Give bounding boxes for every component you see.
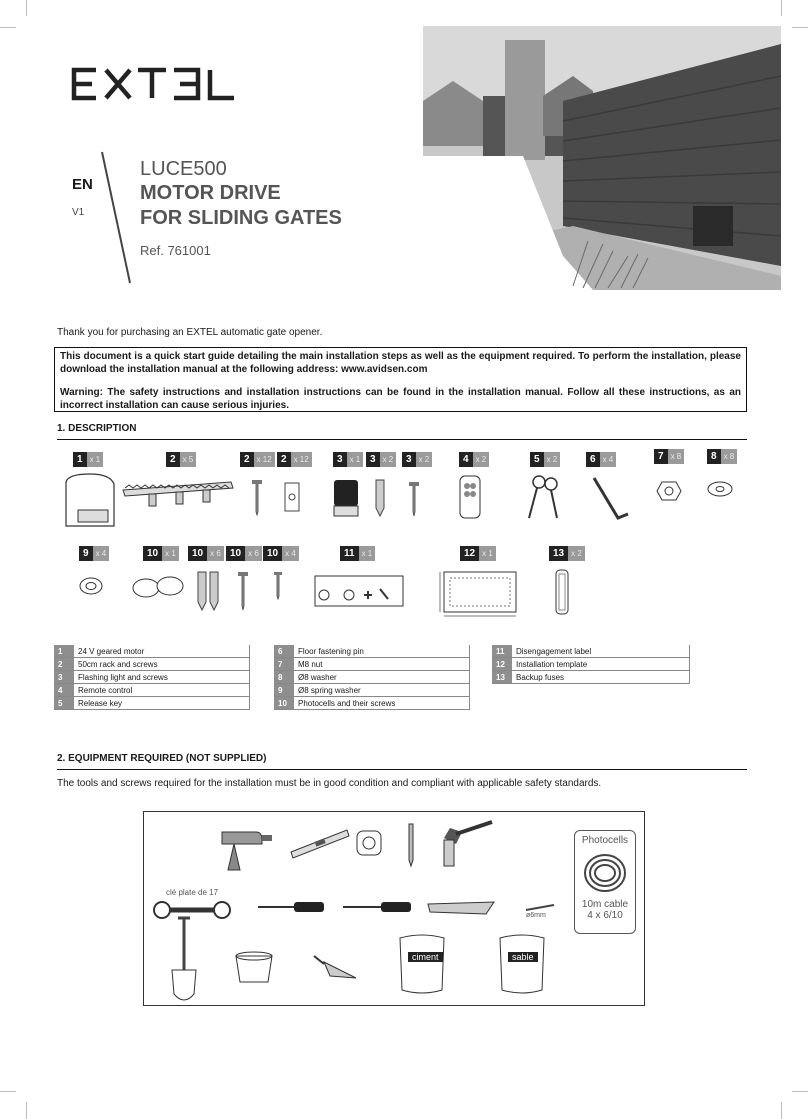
part-badge: 11 x 1 bbox=[340, 546, 375, 561]
gate-photo bbox=[423, 26, 781, 290]
extel-logo bbox=[70, 66, 262, 102]
part-badge: 1 x 1 bbox=[73, 452, 103, 467]
drill-icon bbox=[212, 824, 274, 874]
version-label: V1 bbox=[72, 207, 85, 218]
cement-label: ciment bbox=[408, 952, 443, 962]
table-row: 7 M8 nut bbox=[274, 658, 470, 671]
saw-icon bbox=[426, 900, 498, 916]
sand-bag-icon bbox=[496, 932, 548, 996]
parts-table-3 bbox=[492, 645, 690, 684]
tape-measure-icon bbox=[354, 828, 384, 858]
part-badge: 13 x 2 bbox=[549, 546, 585, 561]
title-line-1: MOTOR DRIVE bbox=[140, 182, 281, 204]
rack-illustration bbox=[121, 476, 241, 512]
cable-spec: 10m cable 4 x 6/10 bbox=[581, 899, 629, 921]
table-row: 5 Release key bbox=[54, 697, 250, 710]
crop-mark bbox=[26, 1102, 27, 1119]
part-badge: 2 x 12 bbox=[240, 452, 275, 467]
table-row: 2 50cm rack and screws bbox=[54, 658, 250, 671]
title-line-2: FOR SLIDING GATES bbox=[140, 207, 342, 229]
fuse-illustration bbox=[554, 568, 570, 616]
table-row: 6 Floor fastening pin bbox=[274, 645, 470, 658]
warning-paragraph: Warning: The safety instructions and installation instructions can be found in the installation manual. Follow all these instructions, as an incorrect installation can cause serious injuries. bbox=[60, 387, 741, 411]
screw-illustration bbox=[237, 572, 249, 612]
installation-template-illustration bbox=[436, 568, 520, 620]
section-heading-equipment: 2. EQUIPMENT REQUIRED (NOT SUPPLIED) bbox=[57, 753, 747, 770]
part-badge: 7 x 8 bbox=[654, 449, 684, 464]
trowel-icon bbox=[312, 952, 360, 982]
screw-illustration bbox=[251, 480, 263, 516]
part-badge: 3 x 2 bbox=[366, 452, 396, 467]
part-badge: 5 x 2 bbox=[530, 452, 560, 467]
cement-bag-icon bbox=[396, 932, 448, 996]
washer-illustration bbox=[706, 480, 734, 498]
part-badge: 12 x 1 bbox=[460, 546, 496, 561]
flashing-light-illustration bbox=[332, 476, 360, 518]
table-row: 9 Ø8 spring washer bbox=[274, 684, 470, 697]
disengagement-label-illustration bbox=[314, 575, 404, 607]
crop-mark bbox=[26, 0, 27, 16]
reference-number: Ref. 761001 bbox=[140, 243, 211, 258]
part-badge: 3 x 2 bbox=[402, 452, 432, 467]
crop-mark bbox=[781, 1102, 782, 1119]
part-badge: 4 x 2 bbox=[459, 452, 489, 467]
part-badge: 2 x 5 bbox=[166, 452, 196, 467]
plate-illustration bbox=[284, 482, 300, 512]
wall-plug-illustration bbox=[194, 570, 222, 612]
crop-mark bbox=[792, 27, 808, 28]
table-row: 3 Flashing light and screws bbox=[54, 671, 250, 684]
screwdriver-icon bbox=[341, 900, 413, 914]
table-row: 10 Photocells and their screws bbox=[274, 697, 470, 710]
part-badge: 10 x 4 bbox=[263, 546, 299, 561]
screw-illustration bbox=[408, 482, 420, 518]
drill-bit-label: ø6mm bbox=[526, 912, 546, 919]
nut-illustration bbox=[656, 480, 682, 502]
notice-box bbox=[54, 347, 747, 412]
shovel-icon bbox=[166, 916, 202, 1006]
model-name: LUCE500 bbox=[140, 158, 227, 180]
wall-plug-illustration bbox=[372, 478, 388, 518]
table-row: 13 Backup fuses bbox=[492, 671, 690, 684]
cable-coil-icon bbox=[581, 851, 629, 895]
photocells-cable-panel bbox=[574, 830, 636, 934]
table-row: 12 Installation template bbox=[492, 658, 690, 671]
screw-illustration bbox=[273, 572, 283, 600]
part-badge: 2 x 12 bbox=[277, 452, 312, 467]
remote-control-illustration bbox=[458, 474, 482, 520]
divider-slash bbox=[96, 150, 136, 285]
pencil-icon bbox=[406, 822, 416, 868]
photocells-illustration bbox=[130, 572, 186, 602]
pin-illustration bbox=[590, 474, 634, 526]
table-row: 8 Ø8 washer bbox=[274, 671, 470, 684]
crop-mark bbox=[792, 1091, 808, 1092]
thank-you-text: Thank you for purchasing an EXTEL automatic gate opener. bbox=[57, 327, 323, 338]
sand-label: sable bbox=[508, 952, 538, 962]
photocells-label: Photocells bbox=[581, 835, 629, 846]
notice-paragraph: This document is a quick start guide detailing the main installation steps as well as the equipment required. To perform the installation, please download the installation manual at the following address: www.avidsen.com bbox=[60, 351, 741, 375]
table-row: 4 Remote control bbox=[54, 684, 250, 697]
part-badge: 10 x 6 bbox=[188, 546, 224, 561]
product-title bbox=[140, 181, 342, 231]
part-badge: 6 x 4 bbox=[586, 452, 616, 467]
table-row: 1 24 V geared motor bbox=[54, 645, 250, 658]
screwdriver-icon bbox=[256, 900, 326, 914]
part-badge: 10 x 1 bbox=[143, 546, 179, 561]
part-badge: 10 x 6 bbox=[226, 546, 262, 561]
parts-table-1 bbox=[54, 645, 250, 710]
required-tools-box bbox=[143, 811, 645, 1006]
tools-note: The tools and screws required for the installation must be in good condition and compliant with applicable safety standards. bbox=[57, 778, 602, 789]
parts-table-2 bbox=[274, 645, 470, 710]
section-heading-description: 1. DESCRIPTION bbox=[57, 423, 747, 440]
geared-motor-illustration bbox=[60, 472, 120, 530]
language-code: EN bbox=[72, 176, 93, 193]
spring-washer-illustration bbox=[78, 575, 104, 597]
release-key-illustration bbox=[525, 472, 565, 522]
crop-mark bbox=[0, 27, 16, 28]
hammer-icon bbox=[436, 818, 496, 870]
spirit-level-icon bbox=[289, 826, 351, 860]
part-badge: 9 x 4 bbox=[79, 546, 109, 561]
crop-mark bbox=[781, 0, 782, 16]
crop-mark bbox=[0, 1091, 16, 1092]
bucket-icon bbox=[232, 948, 276, 984]
part-badge: 3 x 1 bbox=[333, 452, 363, 467]
table-row: 11 Disengagement label bbox=[492, 645, 690, 658]
wrench-label: clé plate de 17 bbox=[166, 888, 219, 897]
part-badge: 8 x 8 bbox=[707, 449, 737, 464]
